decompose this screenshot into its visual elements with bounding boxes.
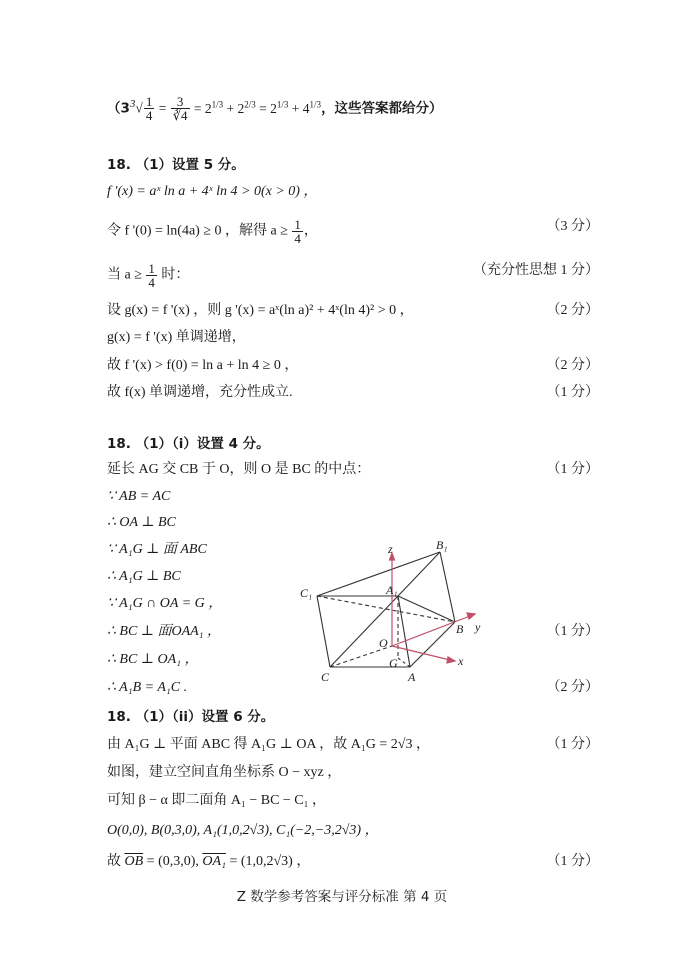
fraction-three-over-cbrt4: $\frac{3}{∛4}$ [172,94,188,123]
score-b-7: （1 分） [546,624,599,639]
score-b-9: （2 分） [546,680,599,695]
section-b-line-9: ∴ A₁B = A₁C . [107,680,188,695]
radical-sign: √ [135,100,143,116]
label-x: x [458,654,464,668]
section-a-line-2: 令 f '(0) = ln(4a) ≥ 0 ，解得 a ≥ $\frac{1}{4}$ ， [107,217,318,246]
score-b-1: （1 分） [546,462,599,477]
label-C: C [321,670,330,684]
score-a-3: （充分性思想 1 分） [473,263,599,278]
section-a-line-1: f '(x) = aˣ ln a + 4ˣ ln 4 > 0(x > 0) ， [107,184,318,199]
section-c-line-2: 如图，建立空间直角坐标系 O − xyz ， [107,765,342,780]
section-a-line-7: 故 f(x) 单调递增，充分性成立. [107,385,293,400]
section-a-heading: 18. （1）设置 5 分。 [107,157,245,173]
label-C1: C₁ [300,586,313,600]
label-y: y [475,620,481,634]
fraction-one-quarter: $\frac{1}{4}$ [145,94,153,123]
section-b-heading: 18. （1）（i）设置 4 分。 [107,436,270,452]
section-b-line-6: ∵ A₁G ∩ OA = G ， [107,596,223,611]
label-O: O [379,636,388,650]
section-a-line-5: g(x) = f '(x) 单调递增， [107,330,246,345]
score-c-1: （1 分） [546,737,599,752]
section-a-line-3: 当 a ≥ $\frac{1}{4}$ 时： [107,261,190,290]
page-footer: Z 数学参考答案与评分标准 第 4 页 [236,889,448,905]
label-A1: A₁ [386,583,398,597]
section-c-line-4: O(0,0), B(0,3,0), A₁(1,0,2√3), C₁(−2,−3,2√3) ， [107,823,379,838]
section-b-line-3: ∴ OA ⊥ BC [107,515,176,530]
cube-root-index: 3 [129,98,136,110]
section-b-line-7: ∴ BC ⊥ 面OAA₁ ， [107,624,222,639]
label-B: B [456,622,464,636]
section-c-line-5: 故 $\overline{OB} = (0,3,0)$, OA₁ = (1,0,2√3) ， [107,854,311,869]
top-note-open: （3 [107,100,130,117]
score-a-7: （1 分） [546,385,599,400]
section-b-line-5: ∴ A₁G ⊥ BC [107,569,181,584]
section-b-line-2: ∵ AB = AC [107,489,171,504]
top-note-text: ，这些答案都给分） [321,100,443,117]
section-c-line-3: 可知 β − α 即二面角 A₁ − BC − C₁ ， [107,793,327,808]
label-A: A [408,670,416,684]
power-expression: = $2^{1/3} + 2^{2/3} = 2^{1/3} + 4^{1/3}$ [190,99,322,116]
label-B1: B₁ [436,538,448,552]
section-b-line-4: ∵ A₁G ⊥ 面 ABC [107,542,207,557]
section-b-line-1: 延长 AG 交 CB 于 O，则 O 是 BC 的中点： [107,462,371,477]
score-c-5: （1 分） [546,854,599,869]
score-a-4: （2 分） [546,303,599,318]
equals: = [155,100,170,116]
score-a-2: （3 分） [546,219,599,234]
section-c-heading: 18. （1）（ii）设置 6 分。 [107,709,275,725]
section-a-line-6: 故 f '(x) > f(0) = ln a + ln 4 ≥ 0 ， [107,358,299,373]
label-z: z [388,542,393,556]
section-a-line-4: 设 g(x) = f '(x) ，则 g '(x) = aˣ(ln a)² + 4ˣ(ln 4)² > 0 ， [107,303,414,318]
score-a-6: （2 分） [546,358,599,373]
section-b-line-8: ∴ BC ⊥ OA₁ ， [107,652,199,667]
label-G: G [389,656,398,670]
section-c-line-1: 由 A₁G ⊥ 平面 ABC 得 A₁G ⊥ OA ，故 A₁G = 2√3 ， [107,737,430,752]
